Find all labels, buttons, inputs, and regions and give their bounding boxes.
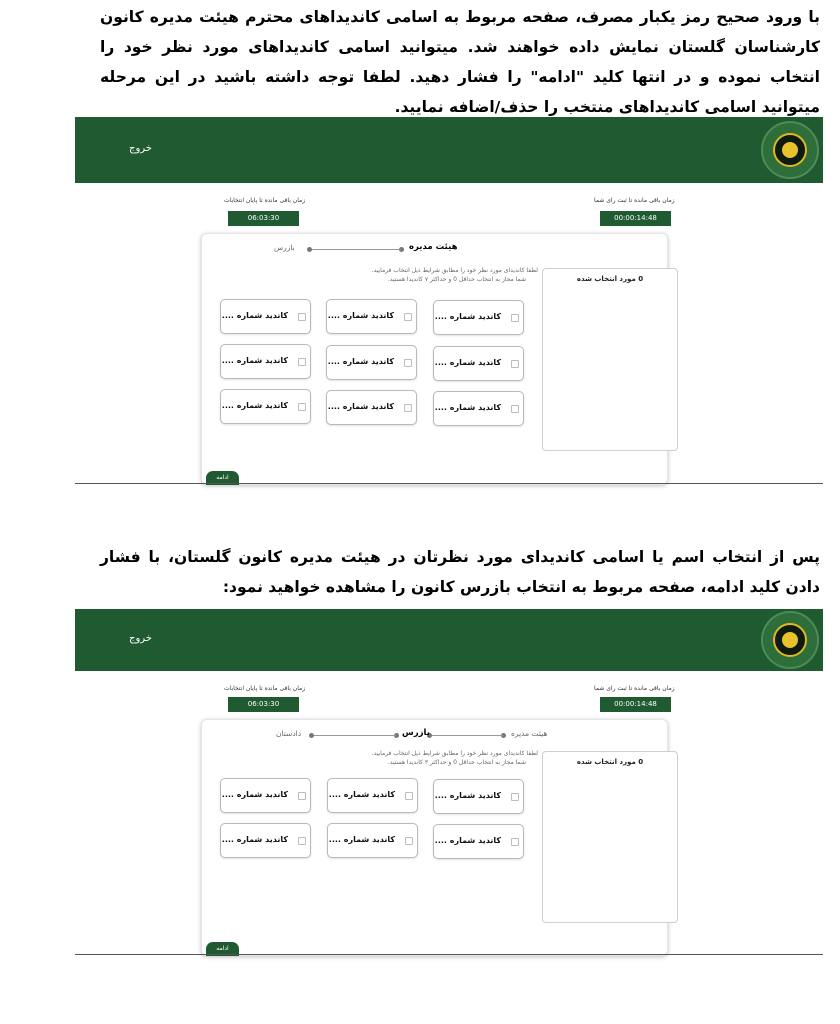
vote-timer-label: زمان باقی مانده تا ثبت رای شما (594, 685, 675, 692)
association-logo-icon (761, 121, 819, 179)
candidate-checkbox[interactable] (511, 314, 519, 322)
candidate-card[interactable]: کاندید شماره .... (220, 299, 311, 334)
candidate-checkbox[interactable] (511, 360, 519, 368)
candidate-checkbox[interactable] (404, 404, 412, 412)
inspector-selection-screenshot (75, 609, 823, 956)
candidate-card[interactable]: کاندید شماره .... (220, 823, 311, 858)
step-indicator (202, 243, 667, 257)
intro-paragraph: با ورود صحیح رمز یکبار مصرف، صفحه مربوط به اسامی کاندیداهای محترم هیئت مدیره کانون کارشناسان گلستان نمایش داده خواهند شد. میتوانید اسامی کاندیداهای مورد نظر خود را انتخاب نموده و در انتها کلید "ادامه" را فشار دهید. لطفا توجه داشته باشید در این مرحله میتوانید اسامی کاندیداهای منتخب را حذف/اضافه نمایید. (100, 8, 820, 116)
candidate-card[interactable]: کاندید شماره .... (433, 300, 524, 335)
candidate-checkbox[interactable] (511, 793, 519, 801)
candidate-checkbox[interactable] (405, 837, 413, 845)
step-board: هیئت مدیره (409, 242, 458, 252)
step-inspector: بازرس (402, 728, 430, 738)
second-paragraph: پس از انتخاب اسم یا اسامی کاندیدای مورد نظرتان در هیئت مدیره کانون گلستان، با فشار دادن کلید ادامه، صفحه مربوط به انتخاب بازرس کانون را مشاهده خواهید نمود: (100, 548, 820, 596)
candidate-card[interactable]: کاندید شماره .... (433, 824, 524, 859)
board-selection-screenshot (75, 117, 823, 485)
exit-link[interactable]: خروج (129, 143, 152, 154)
divider (75, 954, 823, 955)
candidate-card[interactable]: کاندید شماره .... (220, 344, 311, 379)
candidate-checkbox[interactable] (298, 358, 306, 366)
selected-candidates-box (542, 751, 678, 923)
top-bar (75, 117, 823, 183)
candidate-checkbox[interactable] (404, 359, 412, 367)
candidate-checkbox[interactable] (511, 405, 519, 413)
continue-button[interactable]: ادامه (206, 942, 239, 956)
instruction-line-1: لطفا کاندیدای مورد نظر خود را مطابق شرایط ذیل انتخاب فرمایید. (371, 750, 538, 757)
candidate-card[interactable]: کاندید شماره .... (220, 778, 311, 813)
election-end-timer: 06:03:30 (228, 697, 299, 712)
candidate-card[interactable]: کاندید شماره .... (433, 779, 524, 814)
candidate-card[interactable]: کاندید شماره .... (433, 346, 524, 381)
vote-timer-label: زمان باقی مانده تا ثبت رای شما (594, 197, 675, 204)
instruction-line-2: شما مجاز به انتخاب حداقل 0 و حداکثر ۷ کاندیدا هستید. (387, 276, 526, 283)
continue-button[interactable]: ادامه (206, 471, 239, 485)
instruction-line-1: لطفا کاندیدای مورد نظر خود را مطابق شرایط ذیل انتخاب فرمایید. (371, 267, 538, 274)
election-end-timer: 06:03:30 (228, 211, 299, 226)
candidate-card[interactable]: کاندید شماره .... (326, 299, 417, 334)
step-board: هیئت مدیره (511, 729, 548, 738)
divider (75, 483, 823, 484)
candidate-card[interactable]: کاندید شماره .... (326, 390, 417, 425)
step-inspector: بازرس (274, 243, 295, 252)
vote-timer: 00:00:14:48 (600, 211, 671, 226)
candidate-checkbox[interactable] (404, 313, 412, 321)
association-logo-icon (761, 611, 819, 669)
instruction-line-2: شما مجاز به انتخاب حداقل 0 و حداکثر ۳ کاندیدا هستید. (387, 759, 526, 766)
selected-count: 0 مورد انتخاب شده (576, 758, 644, 766)
candidate-card[interactable]: کاندید شماره .... (327, 778, 418, 813)
candidate-card[interactable]: کاندید شماره .... (326, 345, 417, 380)
step-indicator (202, 729, 667, 743)
candidate-checkbox[interactable] (298, 837, 306, 845)
candidate-checkbox[interactable] (298, 313, 306, 321)
step-prosecutor: دادستان (276, 729, 302, 738)
candidate-card[interactable]: کاندید شماره .... (220, 389, 311, 424)
candidate-checkbox[interactable] (511, 838, 519, 846)
exit-link[interactable]: خروج (129, 633, 152, 644)
vote-timer: 00:00:14:48 (600, 697, 671, 712)
selected-count: 0 مورد انتخاب شده (576, 275, 644, 283)
candidate-checkbox[interactable] (298, 792, 306, 800)
candidate-card[interactable]: کاندید شماره .... (433, 391, 524, 426)
election-end-timer-label: زمان باقی مانده تا پایان انتخابات (224, 685, 306, 692)
top-bar (75, 609, 823, 671)
selected-candidates-box (542, 268, 678, 451)
candidate-card[interactable]: کاندید شماره .... (327, 823, 418, 858)
candidate-checkbox[interactable] (298, 403, 306, 411)
candidate-checkbox[interactable] (405, 792, 413, 800)
election-end-timer-label: زمان باقی مانده تا پایان انتخابات (224, 197, 306, 204)
